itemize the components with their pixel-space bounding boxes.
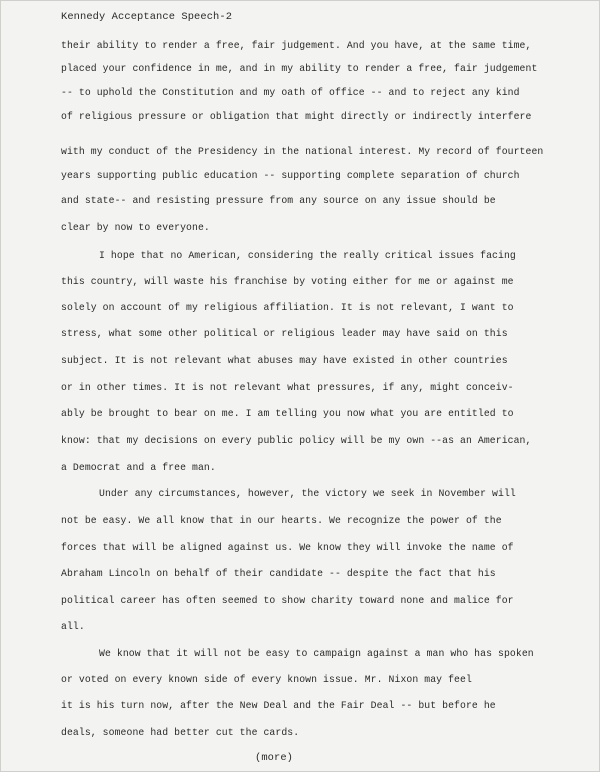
text-line: political career has often seemed to show charity toward none and malice for [61, 595, 514, 607]
text-line: or in other times. It is not relevant what pressures, if any, might conceiv- [61, 382, 514, 394]
header-title: Kennedy Acceptance Speech-2 [61, 11, 233, 23]
text-line: deals, someone had better cut the cards. [61, 727, 300, 739]
text-line: forces that will be aligned against us. We know they will invoke the name of [61, 542, 514, 554]
text-line: subject. It is not relevant what abuses may have existed in other countries [61, 355, 508, 367]
text-line: We know that it will not be easy to campaign against a man who has spoken [99, 648, 534, 660]
text-line: clear by now to everyone. [61, 222, 210, 234]
text-line: Under any circumstances, however, the victory we seek in November will [99, 488, 516, 500]
text-line: Abraham Lincoln on behalf of their candidate -- despite the fact that his [61, 568, 496, 580]
text-line: know: that my decisions on every public policy will be my own --as an American, [61, 435, 532, 447]
text-line: their ability to render a free, fair judgement. And you have, at the same time, [61, 40, 532, 52]
text-line: this country, will waste his franchise by voting either for me or against me [61, 276, 514, 288]
text-line: a Democrat and a free man. [61, 462, 216, 474]
text-line: or voted on every known side of every known issue. Mr. Nixon may feel [61, 674, 472, 686]
more-indicator: (more) [255, 752, 294, 764]
text-line: ably be brought to bear on me. I am telling you now what you are entitled to [61, 408, 514, 420]
text-line: and state-- and resisting pressure from any source on any issue should be [61, 195, 496, 207]
text-line: not be easy. We all know that in our hearts. We recognize the power of the [61, 515, 502, 527]
text-line: placed your confidence in me, and in my ability to render a free, fair judgement [61, 63, 538, 75]
text-line: I hope that no American, considering the really critical issues facing [99, 250, 516, 262]
text-line: of religious pressure or obligation that might directly or indirectly interfere [61, 111, 532, 123]
text-line: it is his turn now, after the New Deal and the Fair Deal -- but before he [61, 700, 496, 712]
text-line: with my conduct of the Presidency in the national interest. My record of fourteen [61, 146, 544, 158]
text-line: -- to uphold the Constitution and my oath of office -- and to reject any kind [61, 87, 520, 99]
text-line: all. [61, 621, 85, 633]
text-line: years supporting public education -- supporting complete separation of church [61, 170, 520, 182]
text-line: stress, what some other political or religious leader may have said on this [61, 328, 508, 340]
text-line: solely on account of my religious affiliation. It is not relevant, I want to [61, 302, 514, 314]
